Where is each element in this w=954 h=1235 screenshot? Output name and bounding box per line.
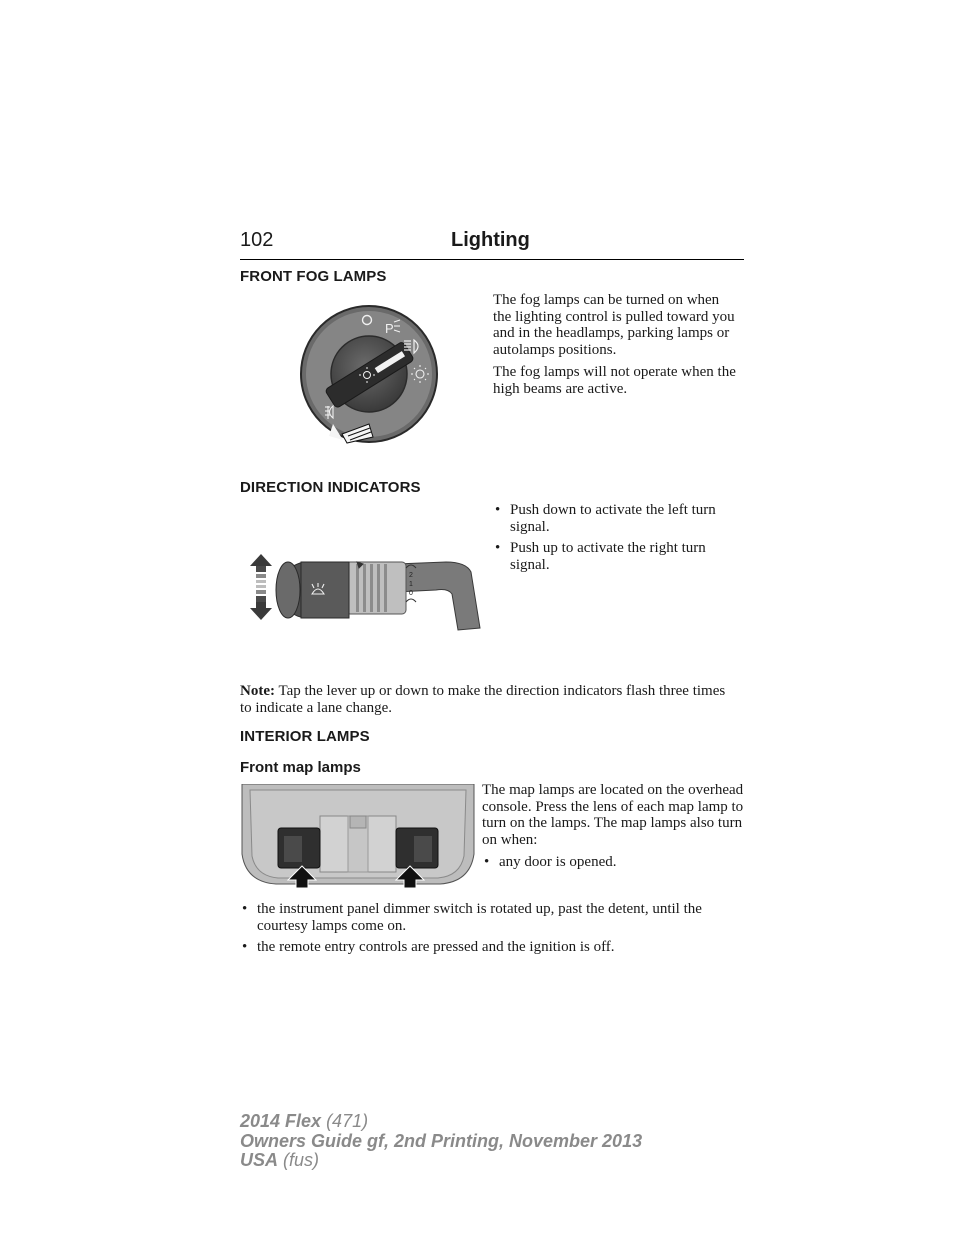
list-item: • any door is opened. bbox=[482, 854, 744, 871]
section-heading-direction-indicators: DIRECTION INDICATORS bbox=[240, 479, 421, 496]
note-text: Tap the lever up or down to make the direction indicators flash three times to indicate a lane change. bbox=[240, 683, 726, 716]
map-lamps-paragraph: The map lamps are located on the overhead console. Press the lens of each map lamp to turn on the lamps. The map lamps also turn on when: bbox=[482, 782, 744, 848]
note-label: Note: bbox=[240, 683, 275, 699]
section-heading-front-fog-lamps: FRONT FOG LAMPS bbox=[240, 268, 387, 285]
fog-paragraph-1: The fog lamps can be turned on when the lighting control is pulled toward you and in the headlamps, parking lamps or autolamps positions. bbox=[493, 292, 735, 358]
subheading-front-map-lamps: Front map lamps bbox=[240, 759, 361, 776]
list-item: • Push up to activate the right turn signal. bbox=[493, 540, 745, 573]
parking-lamp-label: P bbox=[385, 321, 394, 336]
page-number: 102 bbox=[240, 229, 274, 251]
footer bbox=[240, 1112, 642, 1171]
front-fog-lamps-text bbox=[493, 292, 738, 404]
direction-indicators-note bbox=[240, 683, 740, 716]
headlamp-switch-figure bbox=[295, 300, 445, 445]
direction-indicators-list bbox=[493, 502, 745, 578]
footer-model-code: (471) bbox=[321, 1111, 369, 1131]
footer-line-market bbox=[240, 1151, 642, 1171]
footer-guide: Owners Guide gf, 2nd Printing, November 2013 bbox=[240, 1130, 643, 1151]
speed-label-1: 1 bbox=[409, 581, 413, 588]
footer-model: 2014 Flex bbox=[240, 1111, 322, 1131]
list-item: • the remote entry controls are pressed and the ignition is off. bbox=[240, 939, 740, 956]
footer-market-code: (fus) bbox=[278, 1150, 320, 1170]
header-rule bbox=[240, 259, 744, 260]
up-down-arrow-icon bbox=[250, 554, 272, 620]
turn-signal-lever-figure bbox=[246, 550, 482, 634]
wiper-washer-icon bbox=[406, 599, 416, 602]
map-lamps-list bbox=[240, 901, 740, 961]
speed-label-0: 0 bbox=[409, 590, 413, 597]
list-item: • Push down to activate the left turn signal. bbox=[493, 502, 745, 535]
fog-paragraph-2: The fog lamps will not operate when the high beams are active. bbox=[493, 364, 736, 397]
map-lamps-text bbox=[482, 782, 744, 876]
list-item: • the instrument panel dimmer switch is rotated up, past the detent, until the courtesy lamps come on. bbox=[240, 901, 740, 934]
page-title: Lighting bbox=[451, 229, 530, 251]
speed-label-2: 2 bbox=[409, 572, 413, 579]
section-heading-interior-lamps: INTERIOR LAMPS bbox=[240, 728, 370, 745]
footer-market: USA bbox=[240, 1150, 279, 1170]
map-lamps-figure bbox=[240, 784, 476, 888]
footer-line-model bbox=[240, 1112, 642, 1132]
